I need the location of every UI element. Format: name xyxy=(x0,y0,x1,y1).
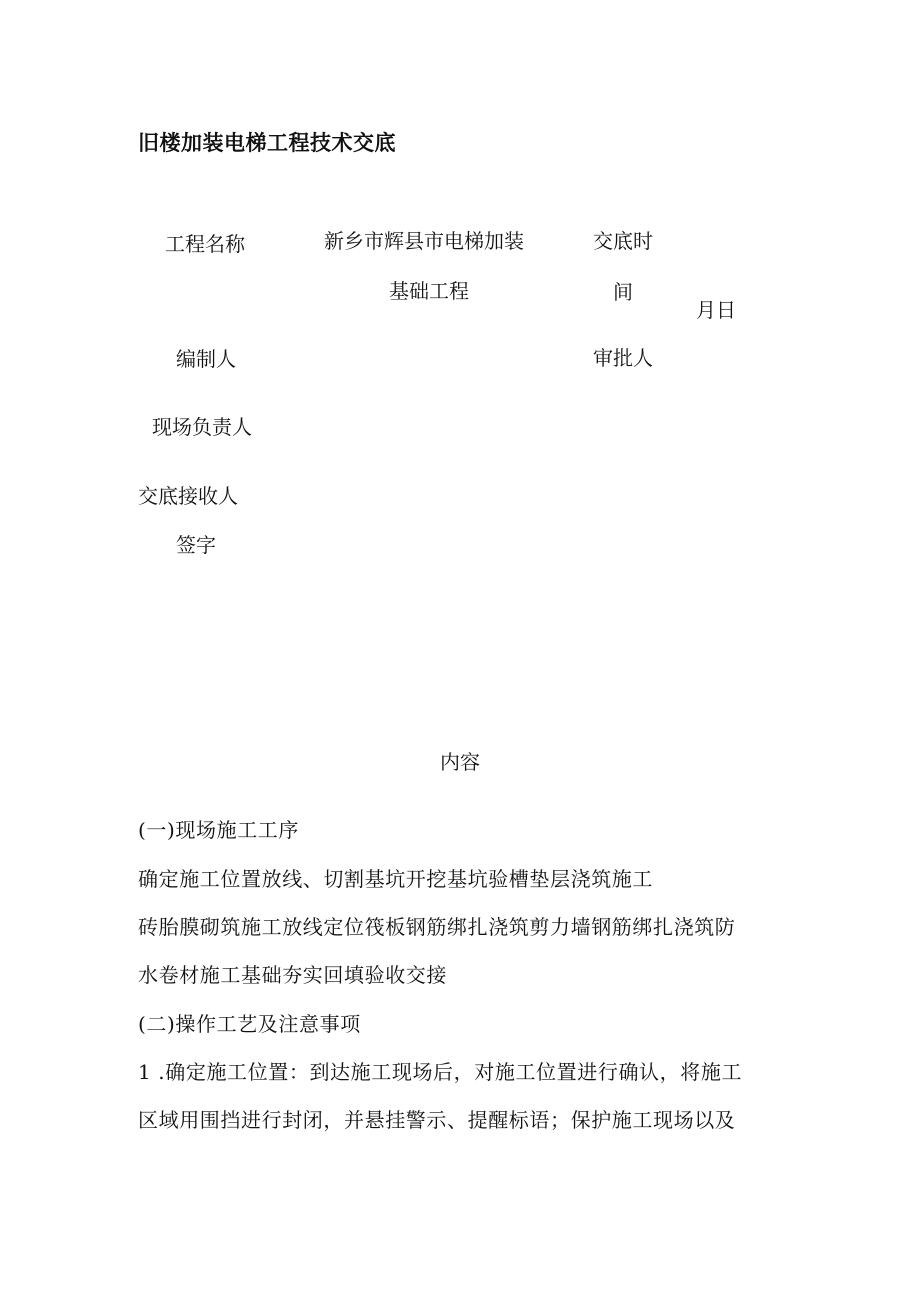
site-manager-label: 现场负责人 xyxy=(152,415,252,439)
handover-time-value: 月日 xyxy=(696,298,736,322)
handover-time-label-line2: 间 xyxy=(613,280,633,304)
content-heading: 内容 xyxy=(440,750,480,774)
receiver-label-line2: 签字 xyxy=(176,533,216,557)
section-heading: (一)现场施工工序 xyxy=(138,818,300,842)
paragraph-line: 1 .确定施工位置：到达施工现场后，对施工位置进行确认，将施工 xyxy=(138,1060,743,1084)
document-title: 旧楼加装电梯工程技术交底 xyxy=(138,131,396,155)
approver-label: 审批人 xyxy=(593,346,653,370)
section-heading: (二)操作工艺及注意事项 xyxy=(138,1012,361,1036)
paragraph-line: 水卷材施工基础夯实回填验收交接 xyxy=(138,963,447,987)
project-name-label: 工程名称 xyxy=(165,232,245,256)
paragraph-line: 砖胎膜砌筑施工放线定位筏板钢筋绑扎浇筑剪力墙钢筋绑扎浇筑防 xyxy=(138,915,736,939)
handover-time-label-line1: 交底时 xyxy=(593,229,653,253)
project-name-value-line2: 基础工程 xyxy=(389,279,469,303)
project-name-value-line1: 新乡市辉县市电梯加装 xyxy=(324,229,524,253)
paragraph-line: 确定施工位置放线、切割基坑开挖基坑验槽垫层浇筑施工 xyxy=(138,867,653,891)
compiler-label: 编制人 xyxy=(176,347,236,371)
paragraph-line: 区域用围挡进行封闭，并悬挂警示、提醒标语；保护施工现场以及 xyxy=(138,1108,736,1132)
receiver-label-line1: 交底接收人 xyxy=(138,484,238,508)
